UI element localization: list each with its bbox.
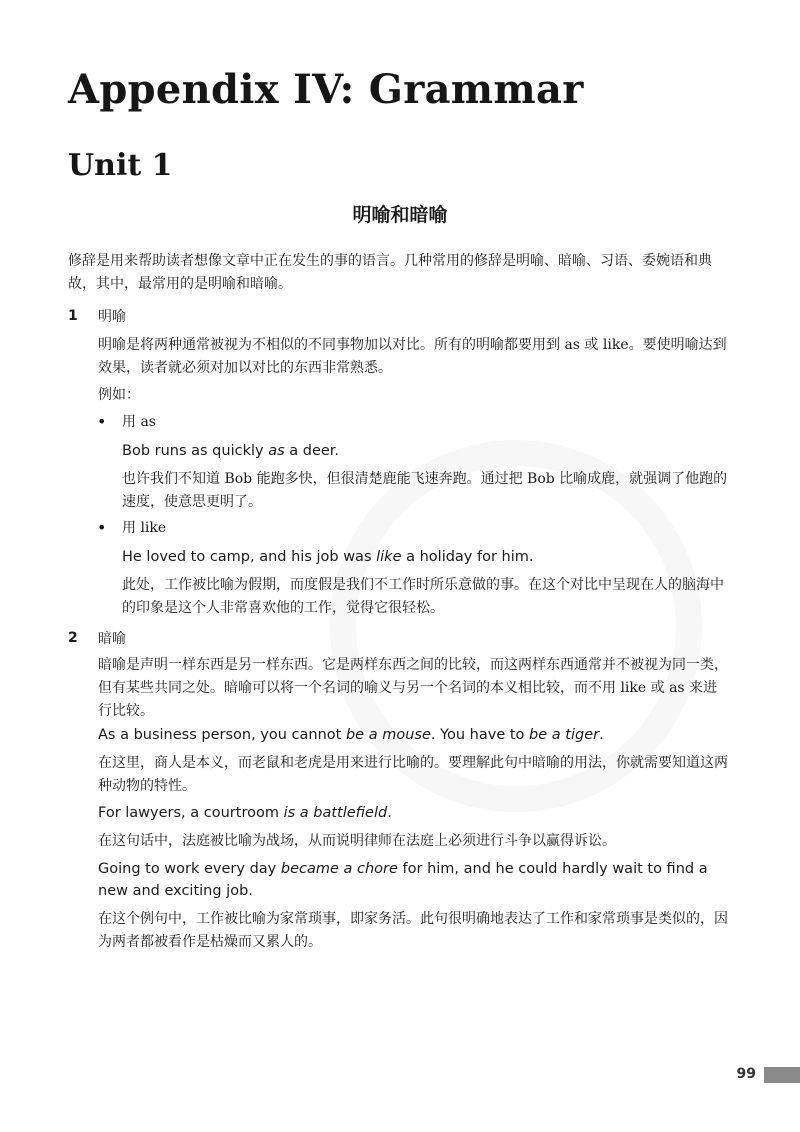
example-text: a holiday for him. — [401, 549, 534, 565]
section-title: 暗喻 — [98, 631, 126, 647]
example-emphasis: as — [268, 443, 285, 459]
unit-title: Unit 1 — [68, 148, 173, 183]
example-text: Bob runs as quickly — [122, 443, 269, 459]
page-tab-marker — [764, 1067, 800, 1083]
example-emphasis: like — [376, 549, 402, 565]
bullet-dot: • — [97, 412, 107, 431]
topic-title: 明喻和暗喻 — [352, 204, 448, 226]
bullet-label: 用 like — [122, 520, 167, 536]
example-text: for him, and he could hardly wait to find a new and exciting job. — [98, 861, 708, 899]
example-sentence — [98, 724, 728, 746]
example-explanation: 在这句话中，法庭被比喻为战场，从而说明律师在法庭上必须进行斗争以赢得诉讼。 — [98, 833, 616, 849]
example-text: a deer. — [284, 443, 340, 459]
example-text: For lawyers, a courtroom — [98, 805, 284, 821]
example-emphasis: be a mouse — [345, 727, 431, 743]
example-explanation: 在这里，商人是本义，而老鼠和老虎是用来进行比喻的。要理解此句中暗喻的用法，你就需要知道这两种动物的特性。 — [98, 755, 728, 794]
section-number: 2 — [68, 630, 78, 646]
section-body: 明喻是将两种通常被视为不相似的不同事物加以对比。所有的明喻都要用到 as 或 like。要使明喻达到效果，读者就必须对加以对比的东西非常熟悉。 — [98, 337, 727, 376]
example-text: . — [387, 805, 392, 821]
bullet-label: 用 as — [122, 414, 156, 430]
example-explanation: 也许我们不知道 Bob 能跑多快，但很清楚鹿能飞速奔跑。通过把 Bob 比喻成鹿，就强调了他跑的速度，使意思更明了。 — [122, 471, 728, 510]
example-sentence — [122, 546, 722, 568]
example-text: Going to work every day — [98, 861, 281, 877]
example-text: As a business person, you cannot — [98, 727, 346, 743]
example-emphasis: is a battlefield — [283, 805, 388, 821]
example-explanation: 此处，工作被比喻为假期，而度假是我们不工作时所乐意做的事。在这个对比中呈现在人的脑海中的印象是这个人非常喜欢他的工作，觉得它很轻松。 — [122, 577, 724, 616]
intro-paragraph: 修辞是用来帮助读者想像文章中正在发生的事的语言。几种常用的修辞是明喻、暗喻、习语、委婉语和典故，其中，最常用的是明喻和暗喻。 — [68, 253, 712, 292]
example-explanation: 在这个例句中，工作被比喻为家常琐事，即家务活。此句很明确地表达了工作和家常琐事是类似的，因为两者都被看作是枯燥而又累人的。 — [98, 911, 728, 950]
example-text: . — [599, 727, 604, 743]
bullet-dot: • — [97, 518, 107, 537]
example-sentence — [98, 802, 728, 824]
example-emphasis: be a tiger — [529, 727, 600, 743]
example-text: . You have to — [430, 727, 530, 743]
appendix-title: Appendix IV: Grammar — [68, 66, 584, 113]
example-emphasis: became a chore — [280, 861, 398, 877]
section-body: 暗喻是声明一样东西是另一样东西。它是两样东西之间的比较，而这两样东西通常并不被视为同一类，但有某些共同之处。暗喻可以将一个名词的喻义与另一个名词的本义相比较，而不用 like 或 as 来进行比较。 — [98, 657, 728, 719]
section-title: 明喻 — [98, 309, 126, 325]
section-number: 1 — [68, 308, 78, 324]
page-number: 99 — [736, 1066, 756, 1082]
example-sentence — [122, 440, 722, 462]
example-label: 例如： — [98, 387, 140, 403]
example-text: He loved to camp, and his job was — [122, 549, 377, 565]
example-sentence — [98, 858, 728, 902]
